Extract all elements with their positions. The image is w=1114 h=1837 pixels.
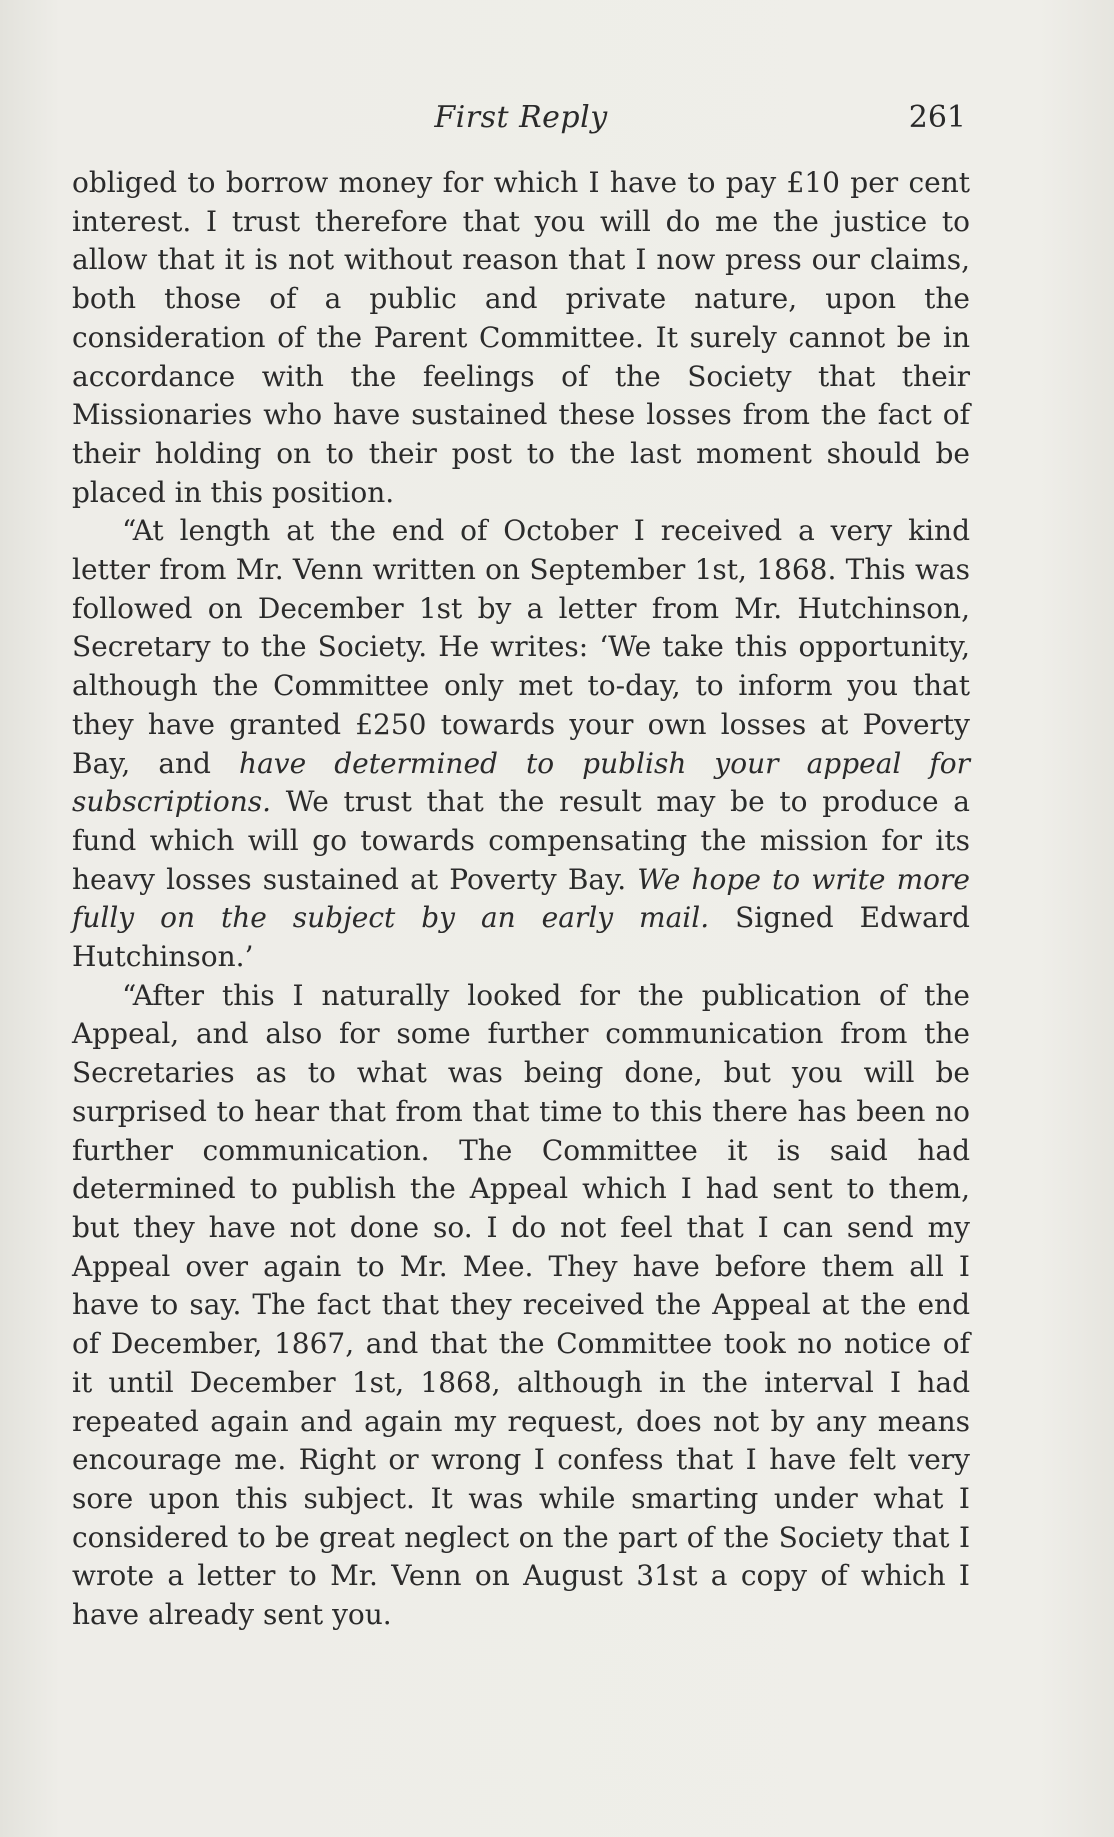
paragraph-2-part-e: Signed Edward Hutchinson.’ (72, 901, 970, 974)
paragraph-2-italic-write-more: We hope to write more fully on the subject by an early mail. (72, 862, 970, 935)
paragraph-3: “After this I naturally looked for the publication of the Appeal, and also for some further communication from the Secretaries as to what was being done, but you will be surprised to hear that from that time to this there has been no further communication. The Committee it is said had determined to publish the Appeal which I had sent to them, but they have not done so. I do not feel that I can send my Appeal over again to Mr. Mee. They have before them all I have to say. The fact that they received the Appeal at the end of December, 1867, and that the Committee took no notice of it until December 1st, 1868, although in the interval I had repeated again and again my request, does not by any means encourage me. Right or wrong I confess that I have felt very sore upon this subject. It was while smarting under what I considered to be great neglect on the part of the Society that I wrote a letter to Mr. Venn on August 31st a copy of which I have already sent you. (72, 978, 970, 1632)
body-text (72, 164, 970, 1635)
paragraph-2-part-a: “At length at the end of October I received a very kind letter from Mr. Venn written on September 1st, 1868. This was followed on December 1st by a letter from Mr. Hutchinson, Secretary to the Society. He writes: ‘We take this opportunity, although the Committee only met to-day, to inform you that they have granted £250 towards your own losses at Poverty Bay, and (72, 514, 970, 780)
running-title: First Reply (434, 100, 608, 135)
paragraph-2-italic-appeal: have determined to publish your appeal for subscriptions. (72, 746, 970, 819)
paragraph-2 (72, 512, 970, 976)
page-header (76, 100, 966, 148)
page-number: 261 (908, 100, 966, 135)
paragraph-2-part-c: We trust that the result may be to produce a fund which will go towards compensating the mission for its heavy losses sustained at Poverty Bay. (72, 785, 970, 896)
paragraph-1: obliged to borrow money for which I have to pay £10 per cent interest. I trust therefore that you will do me the justice to allow that it is not without reason that I now press our claims, both those of a public and private nature, upon the consideration of the Parent Committee. It surely cannot be in accordance with the feelings of the Society that their Missionaries who have sustained these losses from the fact of their holding on to their post to the last moment should be placed in this position. (72, 166, 970, 509)
